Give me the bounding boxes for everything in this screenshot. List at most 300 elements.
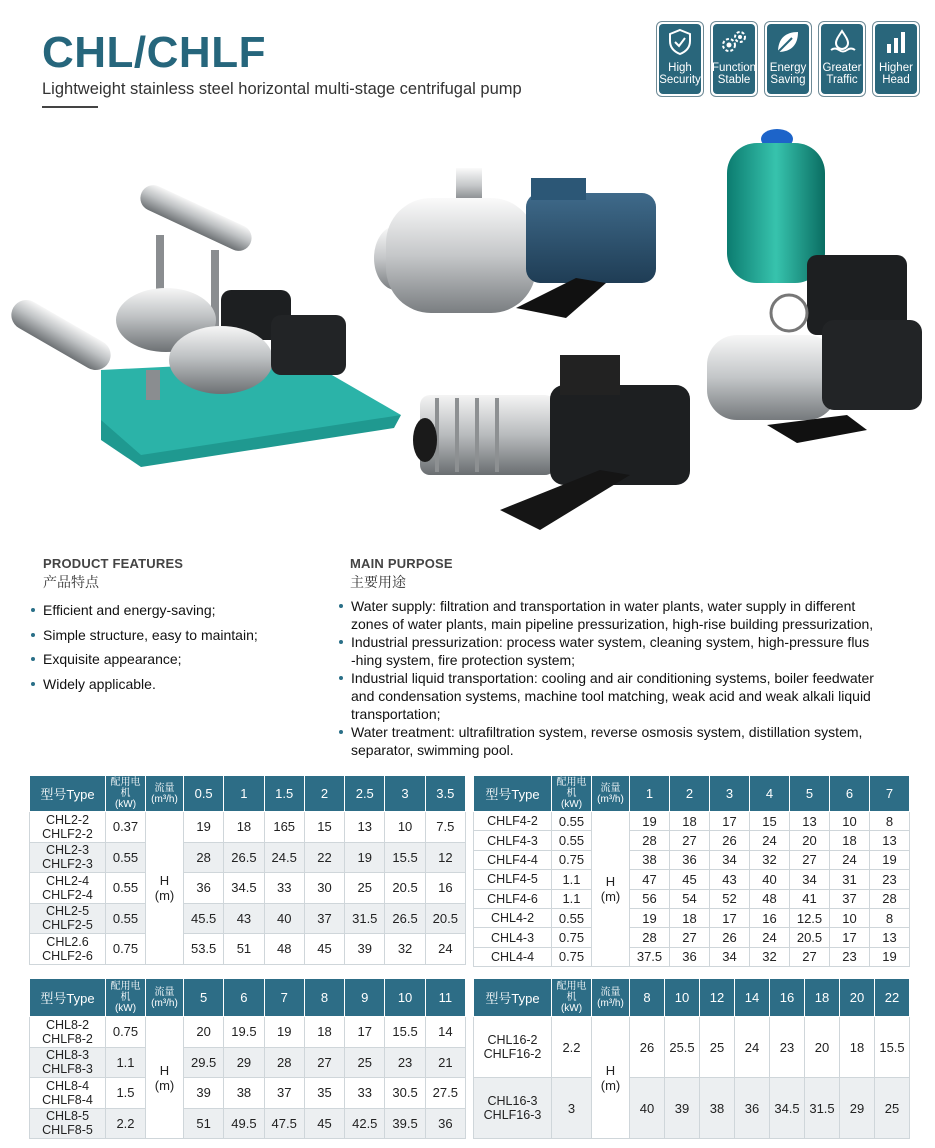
cell-head-value: 47.5 [264,1108,304,1139]
cell-head-value: 27 [790,850,830,869]
title-underline [42,106,98,108]
col-header-flow-value: 16 [770,979,805,1017]
cell-head-value: 30 [304,873,344,904]
col-header-power [552,776,592,812]
badge-label: Security [659,74,701,86]
cell-model [474,889,552,908]
header-line: (m³/h) [597,997,624,1009]
cell-head-value: 16 [750,908,790,927]
cell-power: 0.55 [552,908,592,927]
model-line: CHLF16-2 [483,1047,542,1061]
cell-model [30,903,106,934]
model-line: CHLF4-5 [487,872,538,887]
model-line: CHLF2-6 [42,948,93,963]
purpose-heading: MAIN PURPOSE [350,556,453,571]
table-row [474,870,910,889]
cell-power: 0.55 [106,903,146,934]
badge-label: Saving [770,74,806,86]
table-row [30,1108,466,1139]
badge-label: Function [711,62,757,74]
cell-head-value: 32 [385,934,425,965]
cell-head-value: 25.5 [665,1017,700,1078]
cell-head-value: 16 [425,873,465,904]
cell-head-label [592,812,630,967]
head-label-line: H [159,1062,170,1078]
cell-power: 0.55 [552,831,592,850]
model-line: CHLF4-4 [487,852,538,867]
list-item: Simple structure, easy to maintain; [30,623,258,648]
cell-head-value: 36 [425,1108,465,1139]
cell-head-value: 39 [184,1078,224,1109]
cell-head-value: 37.5 [630,947,670,966]
shield-icon [667,28,693,56]
col-header-model: 型号Type [30,979,106,1017]
cell-head-value: 19 [630,908,670,927]
cell-head-value: 38 [224,1078,264,1109]
feature-badges [656,21,920,97]
cell-head-value: 45 [670,870,710,889]
cell-head-value: 29 [840,1078,875,1139]
model-line: CHL2-5 [45,904,90,919]
header-line: (kW) [560,799,583,810]
gears-icon [719,28,749,56]
table-row [474,1017,910,1078]
cell-head-value: 31.5 [345,903,385,934]
cell-head-label [146,812,184,965]
cell-head-value: 31.5 [805,1078,840,1139]
model-line: CHL2-2 [45,812,90,827]
cell-head-value: 23 [870,870,910,889]
head-label-line: H [159,872,170,888]
cell-head-value: 18 [224,812,264,843]
cell-head-value: 40 [630,1078,665,1139]
list-item [337,669,919,723]
badge-label: Higher [879,62,913,74]
cell-head-value: 23 [770,1017,805,1078]
cell-head-value: 13 [870,928,910,947]
table-row [30,1078,466,1109]
cell-power: 1.1 [552,870,592,889]
cell-head-value: 52 [710,889,750,908]
list-line: zones of water plants, main pipeline pressurization, high-rise building pressurization, [351,616,874,632]
model-line: CHL16-3 [487,1094,538,1108]
cell-head-value: 34.5 [770,1078,805,1139]
cell-head-value: 21 [425,1047,465,1078]
cell-power: 0.55 [106,842,146,873]
table-row [474,908,910,927]
header-line: 流量 [154,986,175,998]
cell-head-value: 24 [750,928,790,947]
features-heading: PRODUCT FEATURES [43,556,184,571]
cell-head-value: 33 [345,1078,385,1109]
header-line: (kW) [560,1003,583,1014]
table-row [474,831,910,850]
cell-head-value: 26 [710,928,750,947]
col-header-flow-value: 9 [345,979,385,1017]
cell-head-value: 10 [830,908,870,927]
head-label-line: (m) [600,1077,621,1093]
col-header-flow-value: 1 [224,776,264,812]
cell-power: 0.75 [106,934,146,965]
col-header-flow-value: 2 [304,776,344,812]
cell-head-value: 37 [264,1078,304,1109]
cell-head-value: 27 [790,947,830,966]
col-header-flow-value: 11 [425,979,465,1017]
cell-model [30,1047,106,1078]
cell-head-value: 38 [700,1078,735,1139]
col-header-flow-value: 12 [700,979,735,1017]
header-line: 配用电机 [556,981,587,1003]
cell-head-value: 25 [345,1047,385,1078]
list-line: transportation; [351,706,441,722]
table-row [30,842,466,873]
cell-head-value: 49.5 [224,1108,264,1139]
col-header-flow-value: 8 [630,979,665,1017]
col-header-flow-value: 3.5 [425,776,465,812]
spec-table-chl4 [473,775,910,967]
cell-head-value: 36 [670,850,710,869]
cell-head-value: 53.5 [184,934,224,965]
cell-head-value: 31 [830,870,870,889]
table-row [474,928,910,947]
col-header-flow-value: 2.5 [345,776,385,812]
table-row [30,1047,466,1078]
cell-power: 1.5 [106,1078,146,1109]
cell-power: 1.1 [552,889,592,908]
header-line: 配用电机 [556,777,587,799]
model-line: CHLF8-5 [42,1123,93,1138]
cell-power: 0.75 [552,850,592,869]
col-header-flow-value: 6 [224,979,264,1017]
table-header-row [30,776,466,812]
cell-power: 1.1 [106,1047,146,1078]
cell-head-value: 23 [385,1047,425,1078]
col-header-flow-value: 6 [830,776,870,812]
variable-frequency-pump-with-tank-image [697,125,929,445]
col-header-flow [146,776,184,812]
cell-head-value: 19 [184,812,224,843]
model-line: CHLF4-3 [487,833,538,848]
cell-head-value: 37 [830,889,870,908]
cell-head-value: 20.5 [790,928,830,947]
badge-label: Greater [822,62,862,74]
purpose-list [337,597,919,759]
list-item [337,633,919,669]
cell-head-value: 20 [184,1017,224,1048]
cell-head-value: 27 [304,1047,344,1078]
table-row [474,850,910,869]
cell-head-value: 42.5 [345,1108,385,1139]
col-header-flow-value: 0.5 [184,776,224,812]
cell-head-value: 19 [264,1017,304,1048]
purpose-heading-cn: 主要用途 [350,574,406,590]
col-header-model: 型号Type [474,776,552,812]
cell-head-value: 43 [224,903,264,934]
cell-head-value: 56 [630,889,670,908]
list-line: separator, swimming pool. [351,742,514,758]
header-line: 流量 [154,782,175,794]
cell-head-value: 35 [304,1078,344,1109]
header-line: (kW) [114,799,137,810]
cell-head-value: 48 [750,889,790,908]
col-header-flow-value: 8 [304,979,344,1017]
spec-table-chl2 [29,775,466,965]
badge-label: Stable [717,74,751,86]
horizontal-pump-image-top [366,168,676,323]
table-header-row [474,776,910,812]
cell-model [30,842,106,873]
badge-label: Traffic [826,74,858,86]
header-line: 流量 [600,986,621,998]
badge-energy-saving [764,21,812,97]
dual-pump-booster-set-image [6,180,406,470]
head-label-line: H [605,874,616,890]
col-header-flow-value: 4 [750,776,790,812]
cell-head-value: 13 [345,812,385,843]
cell-head-value: 18 [830,831,870,850]
model-line: CHL16-2 [487,1033,538,1047]
cell-head-value: 32 [750,850,790,869]
list-line: and condensation systems, machine tool matching, weak acid and weak alkali liquid [351,688,871,704]
model-line: CHLF2-3 [42,857,93,872]
leaf-icon [774,28,802,56]
model-line: CHL4-3 [490,930,535,945]
cell-head-value: 28 [264,1047,304,1078]
cell-head-value: 24 [830,850,870,869]
cell-head-value: 28 [630,928,670,947]
cell-head-value: 26.5 [224,842,264,873]
cell-head-value: 10 [830,812,870,831]
cell-model [30,873,106,904]
cell-head-value: 24.5 [264,842,304,873]
cell-head-value: 165 [264,812,304,843]
cell-head-value: 29 [224,1047,264,1078]
cell-head-value: 30.5 [385,1078,425,1109]
col-header-power [106,979,146,1017]
cell-head-value: 17 [830,928,870,947]
cell-head-value: 26.5 [385,903,425,934]
col-header-flow-value: 20 [840,979,875,1017]
cell-head-value: 39 [345,934,385,965]
col-header-flow [592,776,630,812]
cell-head-value: 28 [630,831,670,850]
cell-head-value: 36 [670,947,710,966]
badge-high-security [656,21,704,97]
cell-head-value: 27.5 [425,1078,465,1109]
cell-head-value: 38 [630,850,670,869]
col-header-flow-value: 10 [665,979,700,1017]
cell-head-value: 34 [790,870,830,889]
cell-head-value: 15 [750,812,790,831]
head-label-line: (m) [154,887,175,903]
cell-head-value: 18 [670,908,710,927]
cell-head-value: 8 [870,812,910,831]
cell-model [474,1017,552,1078]
model-line: CHLF2-5 [42,918,93,933]
cell-model [30,1078,106,1109]
water-drop-icon [828,28,856,56]
cell-head-value: 40 [264,903,304,934]
cell-head-value: 15 [304,812,344,843]
cell-head-value: 7.5 [425,812,465,843]
cell-head-value: 33 [264,873,304,904]
cell-head-value: 40 [750,870,790,889]
cell-model [474,831,552,850]
cell-model [30,1108,106,1139]
cell-head-value: 32 [750,947,790,966]
multistage-pump-image-bottom [410,350,695,535]
col-header-flow [146,979,184,1017]
cell-head-value: 26 [710,831,750,850]
table-row [30,934,466,965]
model-line: CHLF4-6 [487,891,538,906]
cell-head-value: 19 [345,842,385,873]
model-line: CHL8-5 [45,1109,90,1124]
header-line: 配用电机 [110,777,141,799]
cell-head-value: 25 [345,873,385,904]
cell-head-value: 13 [870,831,910,850]
cell-head-value: 25 [875,1078,910,1139]
col-header-flow-value: 18 [805,979,840,1017]
cell-head-value: 28 [184,842,224,873]
cell-head-value: 34 [710,947,750,966]
col-header-model: 型号Type [30,776,106,812]
cell-head-value: 47 [630,870,670,889]
cell-head-value: 20.5 [385,873,425,904]
features-heading-cn: 产品特点 [43,574,99,590]
col-header-flow-value: 5 [790,776,830,812]
col-header-flow-value: 14 [735,979,770,1017]
model-line: CHLF8-4 [42,1092,93,1107]
cell-head-value: 29.5 [184,1047,224,1078]
col-header-power [106,776,146,812]
col-header-model: 型号Type [474,979,552,1017]
cell-head-label [146,1017,184,1139]
spec-table-chl16 [473,978,910,1139]
cell-power: 0.75 [552,928,592,947]
col-header-flow-value: 1 [630,776,670,812]
model-line: CHLF4-2 [487,814,538,829]
col-header-flow [592,979,630,1017]
badge-label: Head [882,74,910,86]
cell-model [30,812,106,843]
model-line: CHL2-4 [45,873,90,888]
cell-head-value: 15.5 [385,1017,425,1048]
cell-head-value: 36 [735,1078,770,1139]
cell-head-value: 24 [735,1017,770,1078]
list-item [337,723,919,759]
cell-head-value: 19 [870,947,910,966]
table-header-row [474,979,910,1017]
cell-head-value: 45 [304,934,344,965]
cell-head-value: 45.5 [184,903,224,934]
table-row [474,1078,910,1139]
cell-model [474,850,552,869]
model-line: CHL4-2 [490,911,535,926]
cell-head-label [592,1017,630,1139]
badge-label: High [668,62,692,74]
col-header-flow-value: 1.5 [264,776,304,812]
cell-head-value: 27 [670,831,710,850]
cell-head-value: 39.5 [385,1108,425,1139]
cell-head-value: 34.5 [224,873,264,904]
cell-power: 0.75 [106,1017,146,1048]
header-line: (kW) [114,1003,137,1014]
cell-model [474,1078,552,1139]
table-row [474,947,910,966]
col-header-flow-value: 3 [385,776,425,812]
cell-model [474,908,552,927]
cell-head-value: 17 [710,908,750,927]
cell-head-value: 18 [670,812,710,831]
cell-head-value: 41 [790,889,830,908]
cell-head-value: 39 [665,1078,700,1139]
cell-head-value: 13 [790,812,830,831]
list-line: -hing system, fire protection system; [351,652,576,668]
list-line: Water treatment: ultrafiltration system, reverse osmosis system, distillation system, [351,724,863,740]
cell-head-value: 12.5 [790,908,830,927]
model-line: CHLF2-4 [42,887,93,902]
list-item [337,597,919,633]
cell-head-value: 48 [264,934,304,965]
model-line: CHLF16-3 [483,1108,542,1122]
col-header-flow-value: 7 [264,979,304,1017]
model-line: CHL8-4 [45,1078,90,1093]
list-item: Widely applicable. [30,672,258,697]
cell-head-value: 24 [425,934,465,965]
table-row [30,903,466,934]
cell-head-value: 18 [840,1017,875,1078]
cell-power: 2.2 [552,1017,592,1078]
head-label-line: (m) [154,1077,175,1093]
col-header-flow-value: 5 [184,979,224,1017]
cell-head-value: 51 [224,934,264,965]
list-item: Efficient and energy-saving; [30,598,258,623]
list-line: Industrial pressurization: process water system, cleaning system, high-pressure flus [351,634,870,650]
cell-head-value: 34 [710,850,750,869]
list-item: Exquisite appearance; [30,647,258,672]
col-header-flow-value: 7 [870,776,910,812]
cell-head-value: 20 [790,831,830,850]
model-line: CHL4-4 [490,949,535,964]
table-row [474,812,910,831]
spec-table-chl8 [29,978,466,1139]
cell-head-value: 8 [870,908,910,927]
cell-model [30,934,106,965]
cell-model [474,870,552,889]
col-header-power [552,979,592,1017]
model-line: CHL2.6 [46,934,89,949]
list-line: Water supply: filtration and transportation in water plants, water supply in different [351,598,856,614]
cell-head-value: 14 [425,1017,465,1048]
cell-head-value: 28 [870,889,910,908]
cell-power: 2.2 [106,1108,146,1139]
col-header-flow-value: 2 [670,776,710,812]
cell-head-value: 36 [184,873,224,904]
header-line: 流量 [600,782,621,794]
bar-chart-icon [883,28,909,56]
table-row [30,1017,466,1048]
table-header-row [30,979,466,1017]
model-line: CHL2-3 [45,843,90,858]
model-line: CHL8-2 [45,1017,90,1032]
cell-head-value: 23 [830,947,870,966]
table-row [474,889,910,908]
cell-head-value: 51 [184,1108,224,1139]
list-line: Industrial liquid transportation: cooling and air conditioning systems, boiler feedwater [351,670,874,686]
col-header-flow-value: 22 [875,979,910,1017]
cell-head-value: 54 [670,889,710,908]
